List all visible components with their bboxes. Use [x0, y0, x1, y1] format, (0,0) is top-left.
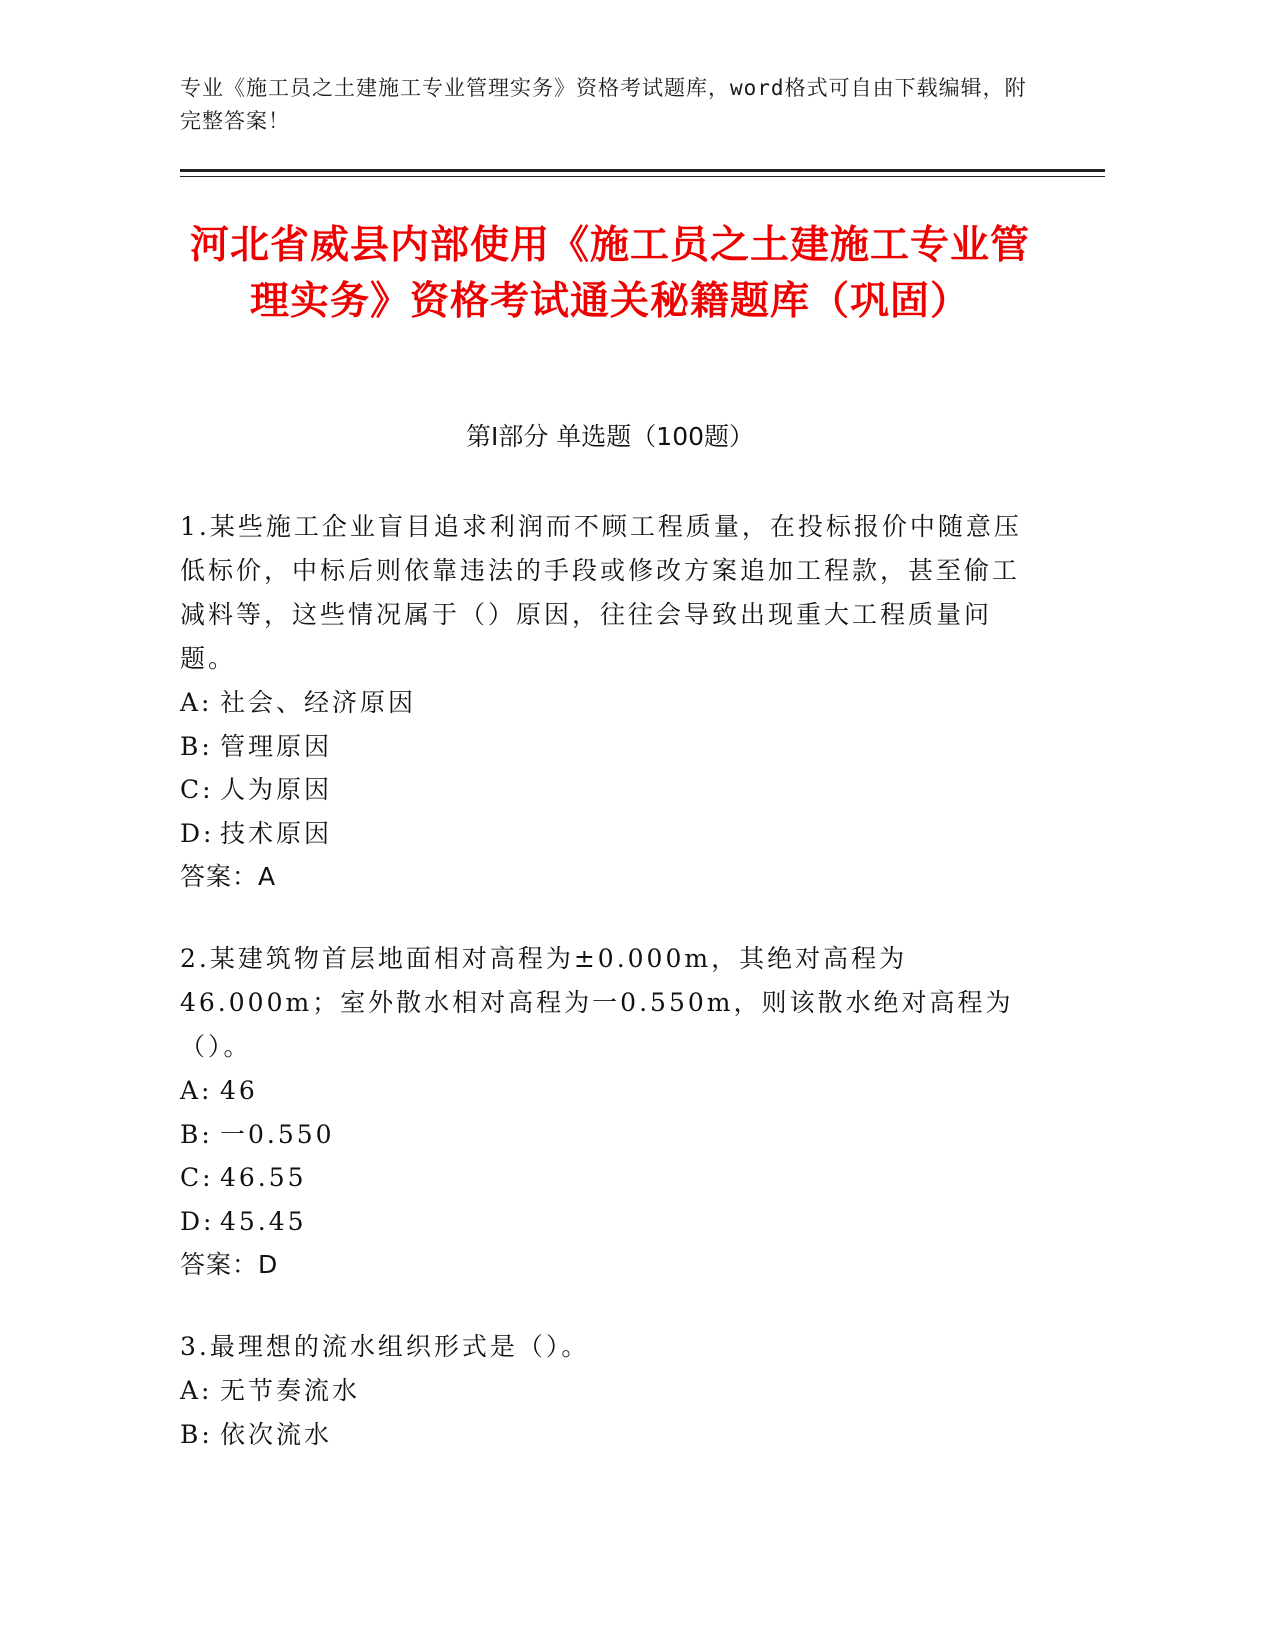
option-key: A: [180, 688, 213, 717]
option-text: 管理原因 [220, 731, 333, 761]
option-text: 依次流水 [220, 1419, 333, 1449]
question-2 [180, 937, 1040, 1287]
option-a [180, 1369, 1040, 1413]
document-title: 河北省威县内部使用《施工员之土建施工专业管理实务》资格考试通关秘籍题库（巩固） [189, 223, 1030, 324]
option-key: B: [180, 1119, 213, 1149]
option-key: C: [180, 775, 214, 804]
option-key: D: [180, 1206, 215, 1236]
option-key: B: [180, 731, 213, 761]
question-answer: 答案：D [180, 1250, 279, 1279]
option-key: D: [180, 818, 215, 848]
option-a [180, 1069, 1040, 1113]
question-answer: 答案：A [180, 862, 277, 891]
option-b [180, 1413, 1040, 1457]
option-b [180, 725, 1040, 769]
option-text: 技术原因 [220, 818, 333, 848]
question-3 [180, 1325, 1040, 1456]
section-title: 第Ⅰ部分 单选题（100题） [465, 422, 755, 451]
option-a [180, 681, 1040, 725]
question-stem: 3.最理想的流水组织形式是（）。 [180, 1332, 590, 1361]
option-text: 一0.550 [220, 1119, 335, 1149]
option-text: 46 [220, 1076, 258, 1105]
option-d [180, 1200, 1040, 1244]
question-stem: 2.某建筑物首层地面相对高程为±0.000m，其绝对高程为46.000m；室外散水相对高程为一0.550m，则该散水绝对高程为（）。 [180, 944, 1014, 1061]
option-key: A: [180, 1076, 213, 1105]
question-stem: 1.某些施工企业盲目追求利润而不顾工程质量，在投标报价中随意压低标价，中标后则依靠违法的手段或修改方案追加工程款，甚至偷工减料等，这些情况属于（）原因，往往会导致出现重大工程质量问题。 [180, 512, 1022, 673]
option-key: C: [180, 1163, 214, 1192]
option-key: A: [180, 1376, 213, 1405]
header-divider-thick [180, 169, 1105, 172]
option-text: 人为原因 [220, 775, 333, 804]
header-note: 专业《施工员之土建施工专业管理实务》资格考试题库，word格式可自由下载编辑，附完整答案！ [180, 76, 1027, 133]
question-list [180, 505, 1040, 1494]
option-text: 社会、经济原因 [220, 688, 417, 717]
header-divider-thin [180, 176, 1105, 177]
option-key: B: [180, 1419, 213, 1449]
question-1 [180, 505, 1040, 899]
option-c [180, 768, 1040, 812]
option-text: 无节奏流水 [220, 1376, 361, 1405]
option-b [180, 1113, 1040, 1157]
option-c [180, 1156, 1040, 1200]
option-text: 46.55 [220, 1163, 307, 1192]
option-text: 45.45 [220, 1206, 307, 1236]
option-d [180, 812, 1040, 856]
